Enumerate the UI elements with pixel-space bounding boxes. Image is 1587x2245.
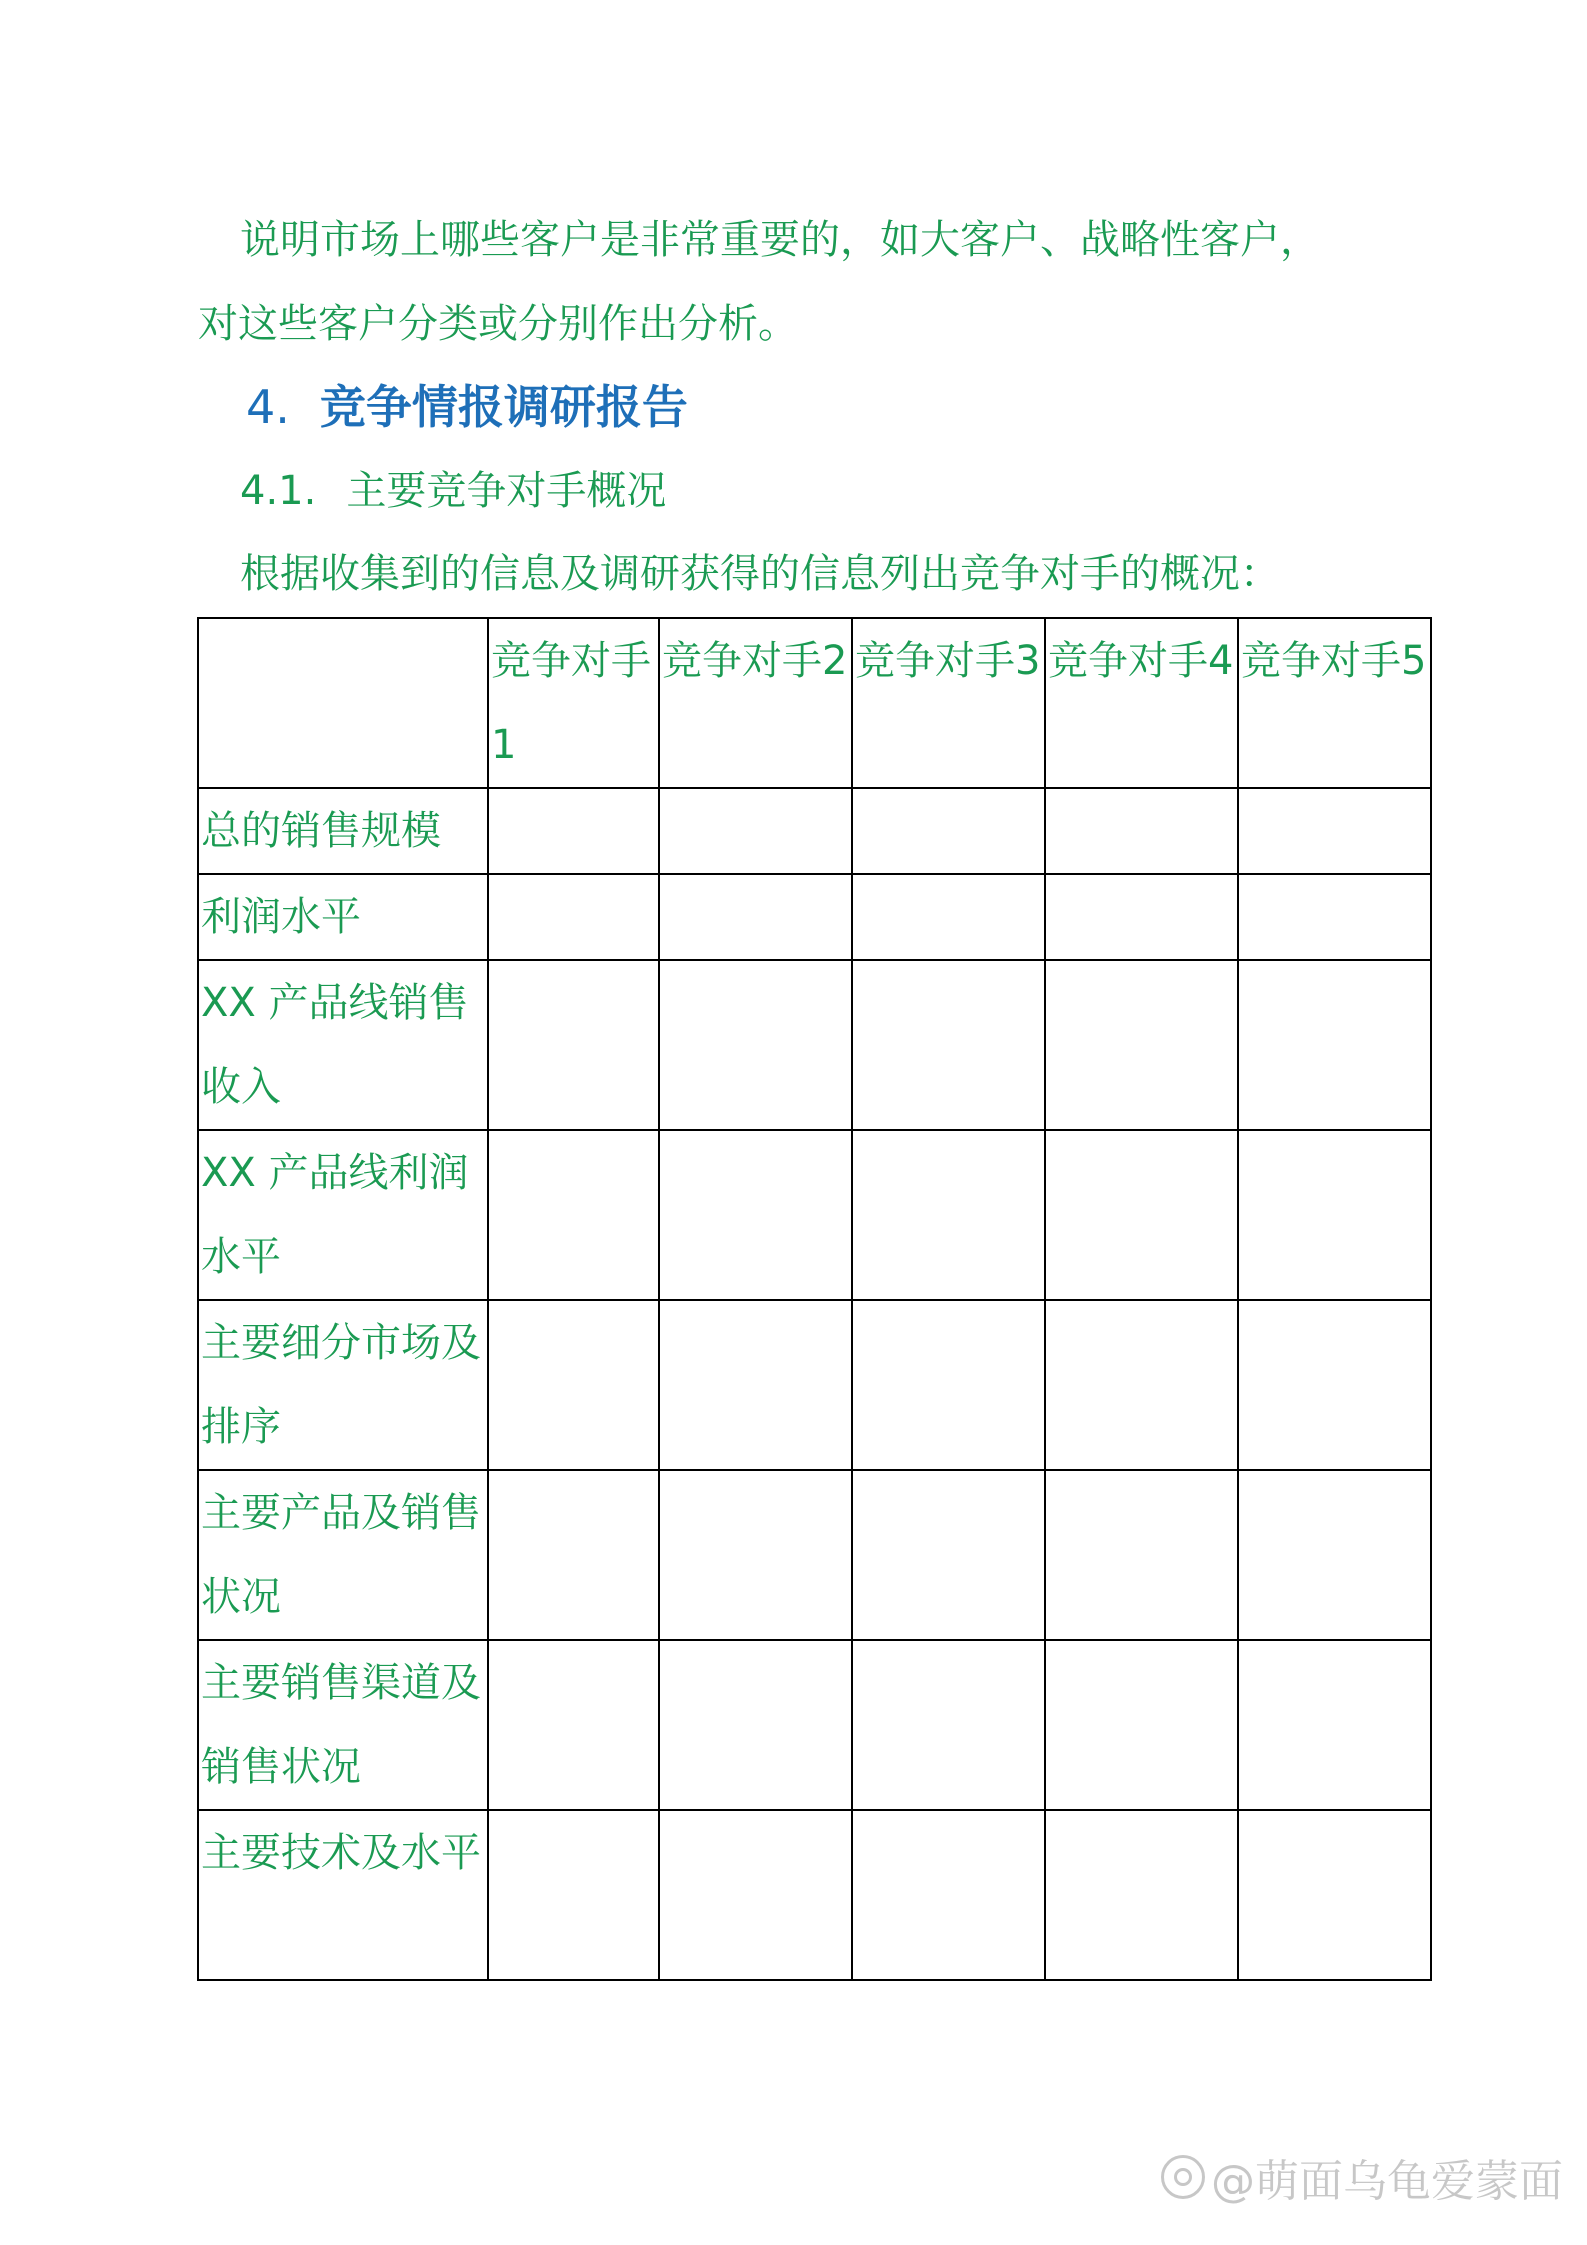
table-cell xyxy=(488,874,659,960)
table-cell xyxy=(488,788,659,874)
table-row xyxy=(198,788,1431,874)
table-cell xyxy=(1045,1130,1238,1300)
column-header: 竞争对手2 xyxy=(659,618,852,788)
table-cell xyxy=(659,1470,852,1640)
table-cell xyxy=(1045,960,1238,1130)
column-header: 竞争对手5 xyxy=(1238,618,1431,788)
table-cell xyxy=(488,1810,659,1980)
table-cell xyxy=(659,874,852,960)
row-label: 主要细分市场及排序 xyxy=(198,1300,488,1470)
table-row xyxy=(198,874,1431,960)
watermark-text: @萌面乌龟爱蒙面 xyxy=(1211,2156,1563,2207)
row-label: 主要销售渠道及销售状况 xyxy=(198,1640,488,1810)
table-row xyxy=(198,1300,1431,1470)
table-cell xyxy=(852,1130,1045,1300)
table-cell xyxy=(1045,1300,1238,1470)
table-row xyxy=(198,1130,1431,1300)
table-cell xyxy=(659,1130,852,1300)
intro-line-1: 说明市场上哪些客户是非常重要的，如大客户、战略性客户， xyxy=(240,217,1320,263)
table-row xyxy=(198,1640,1431,1810)
section-number: 4. xyxy=(246,380,290,434)
table-cell xyxy=(1238,1640,1431,1810)
table-cell xyxy=(1045,1810,1238,1980)
row-label: 主要产品及销售状况 xyxy=(198,1470,488,1640)
watermark xyxy=(1161,2145,1563,2209)
row-label: 主要技术及水平 xyxy=(198,1810,488,1980)
row-label: 总的销售规模 xyxy=(198,788,488,874)
table-cell xyxy=(659,788,852,874)
section-heading xyxy=(246,372,688,442)
intro-line-2: 对这些客户分类或分别作出分析。 xyxy=(198,301,798,347)
table-cell xyxy=(1238,1810,1431,1980)
table-cell xyxy=(1238,1130,1431,1300)
table-cell xyxy=(1238,1300,1431,1470)
table-cell xyxy=(852,1470,1045,1640)
table-cell xyxy=(488,1130,659,1300)
table-cell xyxy=(659,960,852,1130)
table-cell xyxy=(852,1640,1045,1810)
subsection-heading xyxy=(240,456,666,526)
watermark-logo-icon xyxy=(1161,2155,1205,2199)
table-cell xyxy=(852,788,1045,874)
table-cell xyxy=(1045,1470,1238,1640)
table-cell xyxy=(659,1810,852,1980)
table-cell xyxy=(488,1300,659,1470)
table-cell xyxy=(488,960,659,1130)
table-cell xyxy=(659,1640,852,1810)
table-header-row xyxy=(198,618,1431,788)
row-label: 利润水平 xyxy=(198,874,488,960)
table-cell xyxy=(488,1470,659,1640)
table-cell xyxy=(1238,788,1431,874)
table-cell xyxy=(1238,960,1431,1130)
table-cell xyxy=(852,1300,1045,1470)
table-cell xyxy=(1238,1470,1431,1640)
table-cell xyxy=(852,960,1045,1130)
subsection-title: 主要竞争对手概况 xyxy=(346,468,667,514)
table-row xyxy=(198,1810,1431,1980)
table-row xyxy=(198,960,1431,1130)
table-cell xyxy=(1045,874,1238,960)
row-label: XX 产品线利润水平 xyxy=(198,1130,488,1300)
section-title: 竞争情报调研报告 xyxy=(319,380,688,434)
column-header: 竞争对手 1 xyxy=(488,618,659,788)
table-cell xyxy=(659,1300,852,1470)
table-cell xyxy=(1045,1640,1238,1810)
table-cell xyxy=(488,1640,659,1810)
table-cell xyxy=(1045,788,1238,874)
competitor-table xyxy=(197,617,1432,1981)
table-cell xyxy=(1238,874,1431,960)
column-header: 竞争对手4 xyxy=(1045,618,1238,788)
lead-paragraph: 根据收集到的信息及调研获得的信息列出竞争对手的概况： xyxy=(240,551,1280,597)
table-cell xyxy=(852,1810,1045,1980)
table-row xyxy=(198,1470,1431,1640)
table-cell xyxy=(852,874,1045,960)
table-corner-cell xyxy=(198,618,488,788)
column-header: 竞争对手3 xyxy=(852,618,1045,788)
subsection-number: 4.1. xyxy=(240,468,317,514)
row-label: XX 产品线销售收入 xyxy=(198,960,488,1130)
